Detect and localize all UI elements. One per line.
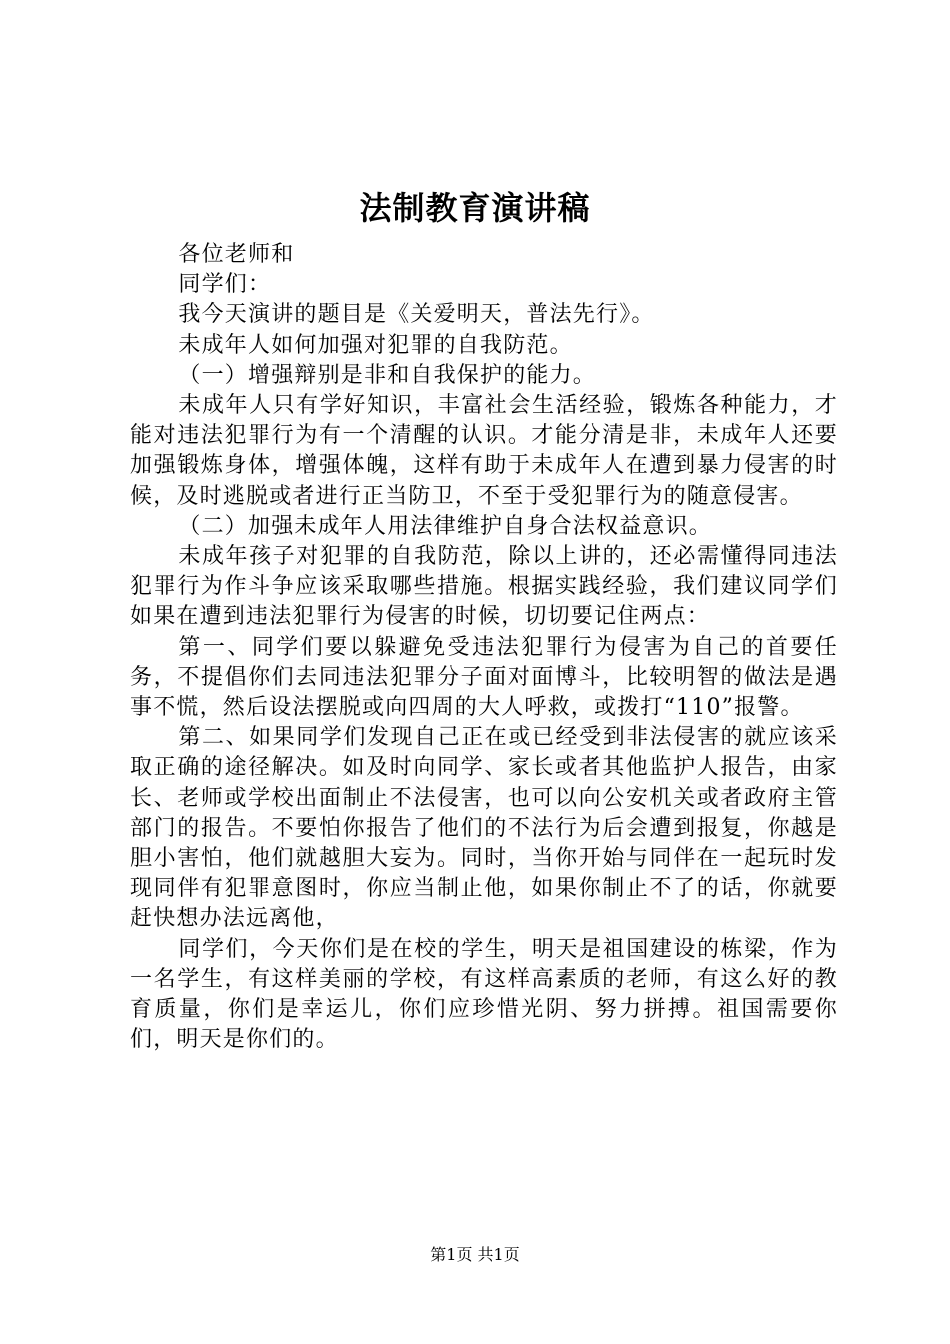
paragraph-closing: 同学们，今天你们是在校的学生，明天是祖国建设的栋梁，作为一名学生，有这样美丽的学校，有这样高素质的老师，有这么好的教育质量，你们是幸运儿，你们应珍惜光阴、努力拼搏。祖国需要你们，明天是你们的。 bbox=[130, 936, 838, 1053]
paragraph-point-1: 第一、同学们要以躲避免受违法犯罪行为侵害为自己的首要任务，不提倡你们去同违法犯罪分子面对面博斗，比较明智的做法是遇事不慌，然后设法摆脱或向四周的大人呼救，或拨打“110”报警。 bbox=[130, 634, 838, 721]
paragraph-section-2-body: 未成年孩子对犯罪的自我防范，除以上讲的，还必需懂得同违法犯罪行为作斗争应该采取哪些措施。根据实践经验，我们建议同学们如果在遭到违法犯罪行为侵害的时候，切切要记住两点： bbox=[130, 544, 838, 630]
document-title: 法制教育演讲稿 bbox=[359, 189, 591, 227]
page-footer: 第1页 共1页 bbox=[430, 1245, 520, 1264]
paragraph-section-1-body: 未成年人只有学好知识，丰富社会生活经验，锻炼各种能力，才能对违法犯罪行为有一个清醒的认识。才能分清是非，未成年人还要加强锻炼身体，增强体魄，这样有助于未成年人在遭到暴力侵害的时候，及时逃脱或者进行正当防卫，不至于受犯罪行为的随意侵害。 bbox=[130, 393, 838, 509]
paragraph-topic: 我今天演讲的题目是《关爱明天，普法先行》。 bbox=[178, 302, 655, 328]
paragraph-section-2-title: （二）加强未成年人用法律维护自身合法权益意识。 bbox=[178, 513, 712, 539]
paragraph-salutation-2: 同学们： bbox=[178, 272, 272, 298]
paragraph-salutation-1: 各位老师和 bbox=[178, 242, 295, 267]
paragraph-section-1-title: （一）增强辩别是非和自我保护的能力。 bbox=[178, 362, 596, 388]
paragraph-heading: 未成年人如何加强对犯罪的自我防范。 bbox=[178, 332, 573, 358]
paragraph-point-2: 第二、如果同学们发现自己正在或已经受到非法侵害的就应该采取正确的途径解决。如及时向同学、家长或者其他监护人报告，由家长、老师或学校出面制止不法侵害，也可以向公安机关或者政府主管部门的报告。不要怕你报告了他们的不法行为后会遭到报复，你越是胆小害怕，他们就越胆大妄为。同时，当你开始与同伴在一起玩时发现同伴有犯罪意图时，你应当制止他，如果你制止不了的话，你就要赶快想办法远离他， bbox=[130, 725, 838, 932]
document-body bbox=[130, 240, 838, 1055]
